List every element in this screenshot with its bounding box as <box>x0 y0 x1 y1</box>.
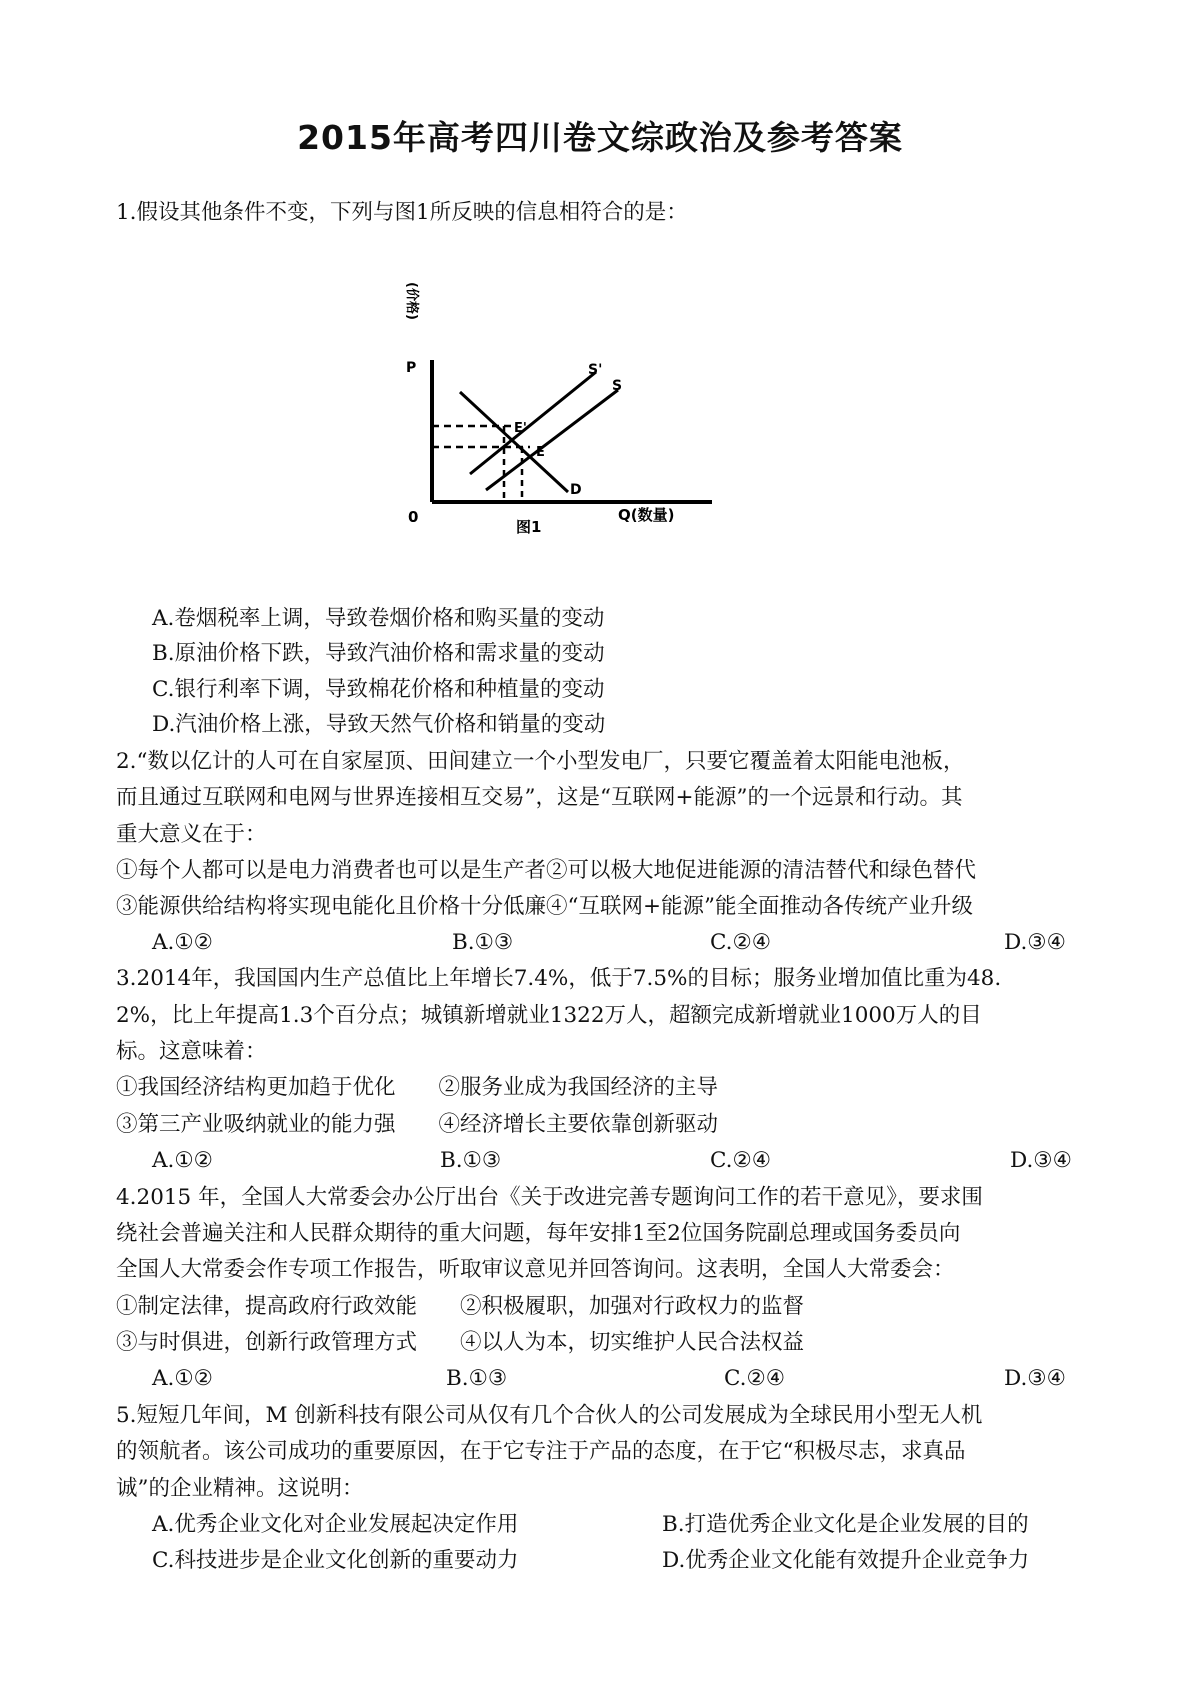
q4-line: ①制定法律，提高政府行政效能 ②积极履职，加强对行政权力的监督 <box>116 1294 805 1319</box>
q5-option-c: C.科技进步是企业文化创新的重要动力 <box>152 1548 519 1573</box>
supply-curve-s <box>486 390 618 490</box>
q5-option-a: A.优秀企业文化对企业发展起决定作用 <box>152 1512 519 1537</box>
q1-option-c: C.银行利率下调，导致棉花价格和种植量的变动 <box>152 677 605 702</box>
q3-line: 标。这意味着： <box>116 1039 267 1064</box>
supply-demand-figure <box>400 282 800 562</box>
q4-choice-d: D.③④ <box>1004 1366 1066 1391</box>
q5-option-d: D.优秀企业文化能有效提升企业竞争力 <box>662 1548 1030 1573</box>
q5-option-b: B.打造优秀企业文化是企业发展的目的 <box>662 1512 1029 1537</box>
q1-option-b: B.原油价格下跌，导致汽油价格和需求量的变动 <box>152 641 605 666</box>
q2-line: 重大意义在于： <box>116 822 267 847</box>
q3-choice-a: A.①② <box>152 1148 213 1173</box>
q3-line: 2%，比上年提高1.3个百分点；城镇新增就业1322万人，超额完成新增就业1000万人的目 <box>116 1003 982 1028</box>
q1-option-a: A.卷烟税率上调，导致卷烟价格和购买量的变动 <box>152 606 605 631</box>
q3-choice-b: B.①③ <box>440 1148 502 1173</box>
q2-choice-d: D.③④ <box>1004 930 1066 955</box>
x-axis-label: Q(数量) <box>618 506 675 524</box>
q4-choice-c: C.②④ <box>724 1366 786 1391</box>
q3-line: ①我国经济结构更加趋于优化 ②服务业成为我国经济的主导 <box>116 1075 719 1100</box>
q2-line: 2.“数以亿计的人可在自家屋顶、田间建立一个小型发电厂，只要它覆盖着太阳能电池板， <box>116 749 965 774</box>
q4-line: 绕社会普遍关注和人民群众期待的重大问题，每年安排1至2位国务院副总理或国务委员向 <box>116 1221 961 1246</box>
q3-choice-d: D.③④ <box>1010 1148 1072 1173</box>
curve-label-s-prime: S' <box>588 362 603 378</box>
q3-choice-c: C.②④ <box>710 1148 772 1173</box>
q2-choice-c: C.②④ <box>710 930 772 955</box>
q5-line: 5.短短几年间，M 创新科技有限公司从仅有几个合伙人的公司发展成为全球民用小型无人机 <box>116 1403 983 1428</box>
q2-line: ③能源供给结构将实现电能化且价格十分低廉④“互联网+能源”能全面推动各传统产业升级 <box>116 894 974 919</box>
q3-line: ③第三产业吸纳就业的能力强 ④经济增长主要依靠创新驱动 <box>116 1112 719 1137</box>
q1-option-d: D.汽油价格上涨，导致天然气价格和销量的变动 <box>152 712 606 737</box>
q4-choice-b: B.①③ <box>446 1366 508 1391</box>
q1-stem: 1.假设其他条件不变，下列与图1所反映的信息相符合的是： <box>116 200 688 225</box>
origin-label: 0 <box>408 508 419 526</box>
q3-line: 3.2014年，我国国内生产总值比上年增长7.4%，低于7.5%的目标；服务业增加值比重为48. <box>116 966 1002 991</box>
curve-label-d: D <box>570 482 582 498</box>
q2-choice-b: B.①③ <box>452 930 514 955</box>
y-axis-letter: P <box>406 360 417 376</box>
q5-line: 诚”的企业精神。这说明： <box>116 1476 364 1501</box>
q4-line: 全国人大常委会作专项工作报告，听取审议意见并回答询问。这表明，全国人大常委会： <box>116 1257 955 1282</box>
q5-line: 的领航者。该公司成功的重要原因，在于它专注于产品的态度，在于它“积极尽志，求真品 <box>116 1439 966 1464</box>
q2-line: ①每个人都可以是电力消费者也可以是生产者②可以极大地促进能源的清洁替代和绿色替代 <box>116 858 977 883</box>
curve-label-s: S <box>612 378 623 394</box>
q4-line: ③与时俱进，创新行政管理方式 ④以人为本，切实维护人民合法权益 <box>116 1330 805 1355</box>
q2-line: 而且通过互联网和电网与世界连接相互交易”，这是“互联网+能源”的一个远景和行动。其 <box>116 785 963 810</box>
figure-caption: 图1 <box>516 518 542 536</box>
point-label-e: E <box>536 445 545 460</box>
y-axis-paren-label: (价格) <box>404 282 419 320</box>
point-label-e-prime: E' <box>514 421 527 436</box>
page-title: 2015年高考四川卷文综政治及参考答案 <box>297 118 903 157</box>
q4-choice-a: A.①② <box>152 1366 213 1391</box>
q2-choice-a: A.①② <box>152 930 213 955</box>
q4-line: 4.2015 年，全国人大常委会办公厅出台《关于改进完善专题询问工作的若干意见》，要求围 <box>116 1185 983 1210</box>
